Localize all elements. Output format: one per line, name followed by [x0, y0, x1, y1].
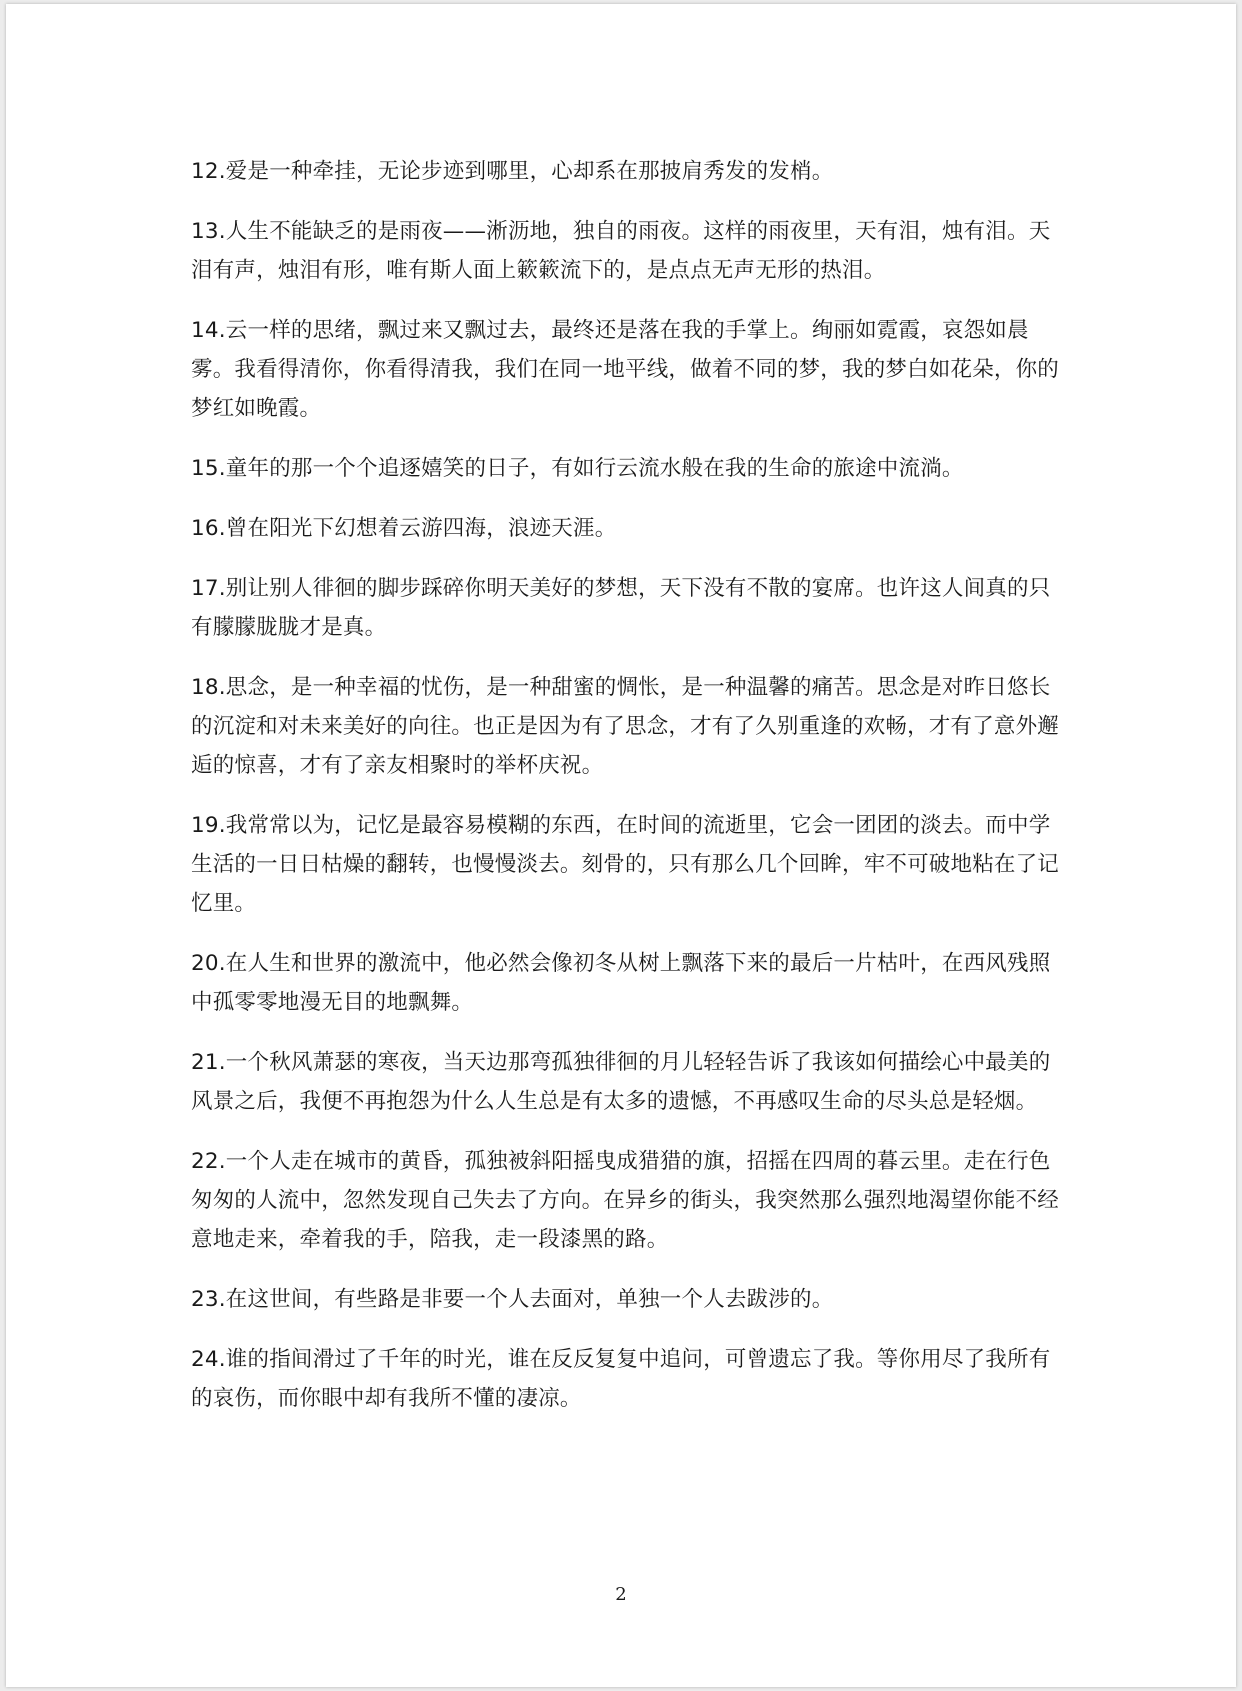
paragraph-12: 12.爱是一种牵挂，无论步迹到哪里，心却系在那披肩秀发的发梢。	[191, 159, 834, 184]
paragraph-22: 22.一个人走在城市的黄昏，孤独被斜阳摇曳成猎猎的旗，招摇在四周的暮云里。走在行色匆匆的人流中，忽然发现自己失去了方向。在异乡的街头，我突然那么强烈地渴望你能不经意地走来，牵着我的手，陪我，走一段漆黑的路。	[191, 1149, 1060, 1252]
paragraph-24: 24.谁的指间滑过了千年的时光，谁在反反复复中追问，可曾遗忘了我。等你用尽了我所有的哀伤，而你眼中却有我所不懂的凄凉。	[191, 1347, 1051, 1411]
paragraph-15: 15.童年的那一个个追逐嬉笑的日子，有如行云流水般在我的生命的旅途中流淌。	[191, 456, 964, 481]
paragraph-18: 18.思念，是一种幸福的忧伤，是一种甜蜜的惆怅，是一种温馨的痛苦。思念是对昨日悠长的沉淀和对未来美好的向往。也正是因为有了思念，才有了久别重逢的欢畅，才有了意外邂逅的惊喜，才有了亲友相聚时的举杯庆祝。	[191, 675, 1060, 778]
document-page	[6, 4, 1236, 1687]
page-content	[191, 152, 1071, 1439]
paragraph-17: 17.别让别人徘徊的脚步踩碎你明天美好的梦想，天下没有不散的宴席。也许这人间真的只有朦朦胧胧才是真。	[191, 576, 1051, 640]
paragraph-13: 13.人生不能缺乏的是雨夜——淅沥地，独自的雨夜。这样的雨夜里，天有泪，烛有泪。天泪有声，烛泪有形，唯有斯人面上簌簌流下的，是点点无声无形的热泪。	[191, 219, 1051, 283]
paragraph-21: 21.一个秋风萧瑟的寒夜，当天边那弯孤独徘徊的月儿轻轻告诉了我该如何描绘心中最美的风景之后，我便不再抱怨为什么人生总是有太多的遗憾，不再感叹生命的尽头总是轻烟。	[191, 1050, 1051, 1114]
page-number: 2	[615, 1584, 627, 1605]
paragraph-20: 20.在人生和世界的激流中，他必然会像初冬从树上飘落下来的最后一片枯叶，在西风残照中孤零零地漫无目的地飘舞。	[191, 951, 1051, 1015]
paragraph-16: 16.曾在阳光下幻想着云游四海，浪迹天涯。	[191, 516, 617, 541]
paragraph-23: 23.在这世间，有些路是非要一个人去面对，单独一个人去跋涉的。	[191, 1287, 834, 1312]
paragraph-19: 19.我常常以为，记忆是最容易模糊的东西，在时间的流逝里，它会一团团的淡去。而中学生活的一日日枯燥的翻转，也慢慢淡去。刻骨的，只有那么几个回眸，牢不可破地粘在了记忆里。	[191, 813, 1060, 916]
paragraph-14: 14.云一样的思绪，飘过来又飘过去，最终还是落在我的手掌上。绚丽如霓霞，哀怨如晨雾。我看得清你，你看得清我，我们在同一地平线，做着不同的梦，我的梦白如花朵，你的梦红如晚霞。	[191, 318, 1060, 421]
